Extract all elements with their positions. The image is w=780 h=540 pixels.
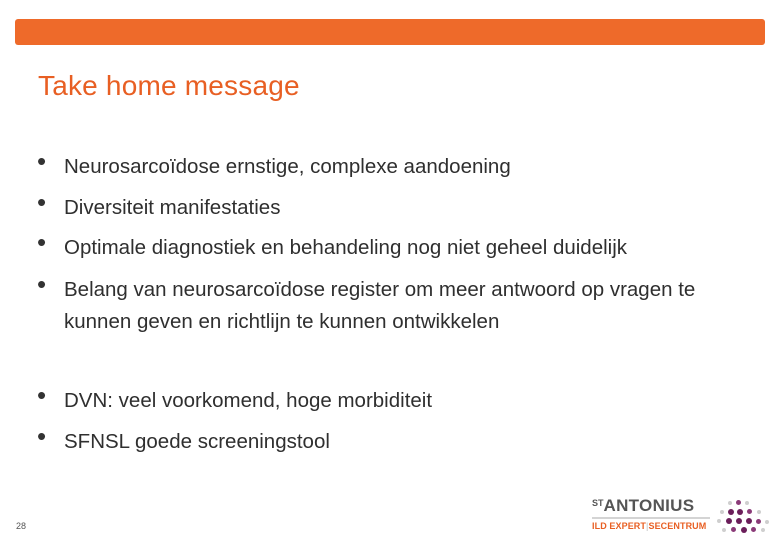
slide-title: Take home message (38, 70, 300, 101)
logo-divider (592, 517, 710, 519)
bullet-icon: • (37, 146, 47, 176)
bullet-icon: • (37, 187, 47, 217)
bullet-text: Optimale diagnostiek en behandeling nog niet geheel duidelijk (64, 236, 628, 259)
bullet-text: Diversiteit manifestaties (64, 196, 281, 219)
bullet-icon: • (37, 380, 47, 410)
st-antonius-logo (592, 495, 772, 537)
page-number: 28 (16, 521, 27, 531)
bullet-icon: • (37, 421, 47, 451)
logo-superscript: ST (592, 498, 604, 508)
logo-subtitle-separator: | (646, 521, 649, 531)
bullet-text: Neurosarcoïdose ernstige, complexe aandoening (64, 155, 511, 178)
logo-subtitle-left: ILD EXPERT (592, 521, 647, 531)
bullet-text: DVN: veel voorkomend, hoge morbiditeit (64, 389, 433, 412)
dot-grid-icon (714, 499, 770, 537)
header-accent-bar (15, 19, 765, 45)
logo-subtitle-right: SECENTRUM (648, 521, 707, 531)
bullet-icon: • (37, 269, 47, 299)
logo-name: ANTONIUS (603, 496, 695, 515)
bullet-text: SFNSL goede screeningstool (64, 430, 330, 453)
logo-subtitle (592, 521, 706, 531)
bullet-text: Belang van neurosarcoïdose register om meer antwoord op vragen te kunnen geven en richtlijn te kunnen ontwikkelen (64, 278, 696, 333)
bullet-icon: • (37, 227, 47, 257)
logo-wordmark (592, 496, 694, 516)
